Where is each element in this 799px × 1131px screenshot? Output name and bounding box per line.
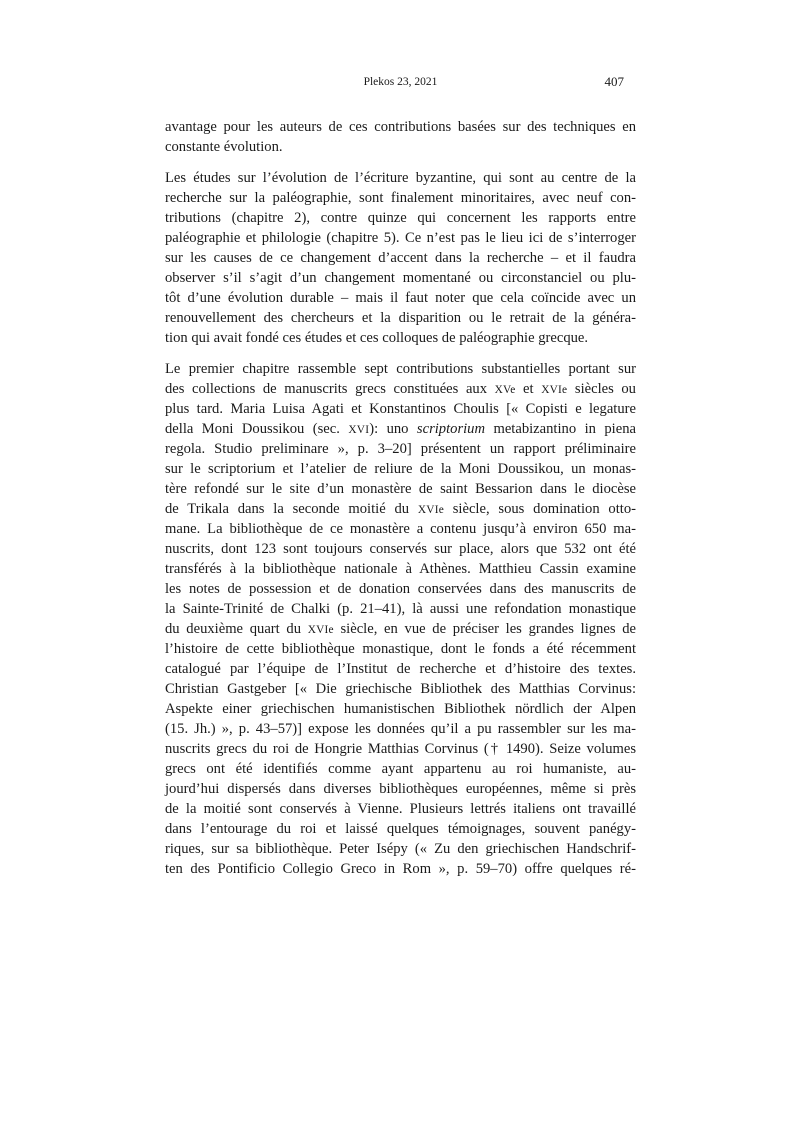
paragraph [165, 168, 636, 348]
text-line: sur les causes de ce changement d’accent dans la recherche – et il faudra [165, 250, 636, 266]
text-line: transférés à la bibliothèque nationale à Athènes. Matthieu Cassin examine [165, 561, 636, 577]
text-line: ten des Pontificio Collegio Greco in Rom », p. 59–70) offre quelques ré- [165, 861, 636, 877]
text-segment: metabizantino in piena [485, 421, 636, 437]
text-line: tion qui avait fondé ces études et ces colloques de paléographie grecque. [165, 330, 589, 346]
text-line [165, 419, 636, 439]
small-caps-text: XVIe [417, 504, 444, 516]
text-line: de la moitié sont conservés à Vienne. Plusieurs lettrés italiens ont travaillé [165, 801, 636, 817]
text-line [165, 499, 636, 519]
text-line: Le premier chapitre rassemble sept contributions substantielles portant sur [165, 361, 636, 377]
text-line: Christian Gastgeber [« Die griechische Bibliothek des Matthias Corvinus: [165, 681, 636, 697]
text-line: nuscrits grecs du roi de Hongrie Matthias Corvinus († 1490). Seize volumes [165, 741, 636, 757]
small-caps-text: XVI [348, 424, 370, 436]
text-line: tôt d’une évolution durable – mais il faut noter que cela coïncide avec un [165, 290, 636, 306]
running-header [165, 74, 636, 92]
text-segment: siècles ou [567, 381, 636, 397]
small-caps-text: XVIe [307, 624, 334, 636]
page-number: 407 [604, 74, 624, 89]
text-line: grecs ont été identifiés comme ayant appartenu au roi humaniste, au- [165, 761, 636, 777]
text-line: recherche sur la paléographie, sont finalement minoritaires, avec neuf con- [165, 190, 636, 206]
text-line: plus tard. Maria Luisa Agati et Konstantinos Choulis [« Copisti e legature [165, 401, 636, 417]
text-line: tributions (chapitre 2), contre quinze qui concernent les rapports entre [165, 210, 636, 226]
text-segment: du deuxième quart du [165, 621, 308, 637]
paragraph [165, 359, 636, 879]
text-line: dans l’entourage du roi et laissé quelques témoignages, souvent panégy- [165, 821, 636, 837]
text-line: les notes de possession et de donation conservées dans des manuscrits de [165, 581, 636, 597]
text-line: la Sainte-Trinité de Chalki (p. 21–41), là aussi une refondation monastique [165, 601, 636, 617]
text-segment: siècle, sous domination otto- [443, 501, 636, 517]
text-line [165, 379, 636, 399]
italic-text: scriptorium [416, 421, 486, 437]
text-line: observer s’il s’agit d’un changement momentané ou circonstanciel ou plu- [165, 270, 636, 286]
small-caps-text: XVIe [541, 384, 568, 396]
body-text [165, 117, 636, 890]
paragraph [165, 117, 636, 157]
text-segment: ): uno [369, 421, 417, 437]
text-line: mane. La bibliothèque de ce monastère a contenu jusqu’à environ 650 ma- [165, 521, 636, 537]
text-line [165, 619, 636, 639]
text-line: paléographie et philologie (chapitre 5). Ce n’est pas le lieu ici de s’interroger [165, 230, 636, 246]
text-line: Les études sur l’évolution de l’écriture byzantine, qui sont au centre de la [165, 170, 636, 186]
text-line: nuscrits, dont 123 sont toujours conservés sur place, alors que 532 ont été [165, 541, 636, 557]
text-line: sur le scriptorium et l’atelier de reliure de la Moni Doussikou, un monas- [165, 461, 636, 477]
text-line: constante évolution. [165, 139, 283, 155]
text-line: Aspekte einer griechischen humanistischen Bibliothek nördlich der Alpen [165, 701, 636, 717]
text-line: riques, sur sa bibliothèque. Peter Isépy (« Zu den griechischen Handschrif- [165, 841, 636, 857]
text-segment: des collections de manuscrits grecs constituées aux [165, 381, 495, 397]
text-segment: della Moni Doussikou (sec. [165, 421, 349, 437]
text-line: avantage pour les auteurs de ces contributions basées sur des techniques en [165, 119, 636, 135]
text-line: tère refondé sur le site d’un monastère de saint Bessarion dans le diocèse [165, 481, 636, 497]
text-segment: et [515, 381, 542, 397]
text-line: (15. Jh.) », p. 43–57)] expose les données qu’il a pu rassembler sur les ma- [165, 721, 636, 737]
text-line: catalogué par l’équipe de l’Institut de recherche et d’histoire des textes. [165, 661, 636, 677]
text-line: renouvellement des chercheurs et la disparition ou le retrait de la généra- [165, 310, 636, 326]
text-line: jourd’hui dispersés dans diverses bibliothèques européennes, même si près [165, 781, 636, 797]
journal-title: Plekos 23, 2021 [363, 76, 438, 88]
text-line: l’histoire de cette bibliothèque monastique, dont le fonds a été récemment [165, 641, 636, 657]
text-line: regola. Studio preliminare », p. 3–20] présentent un rapport préliminaire [165, 441, 636, 457]
small-caps-text: XVe [494, 384, 516, 396]
text-segment: siècle, en vue de préciser les grandes lignes de [333, 621, 636, 637]
text-segment: de Trikala dans la seconde moitié du [165, 501, 418, 517]
